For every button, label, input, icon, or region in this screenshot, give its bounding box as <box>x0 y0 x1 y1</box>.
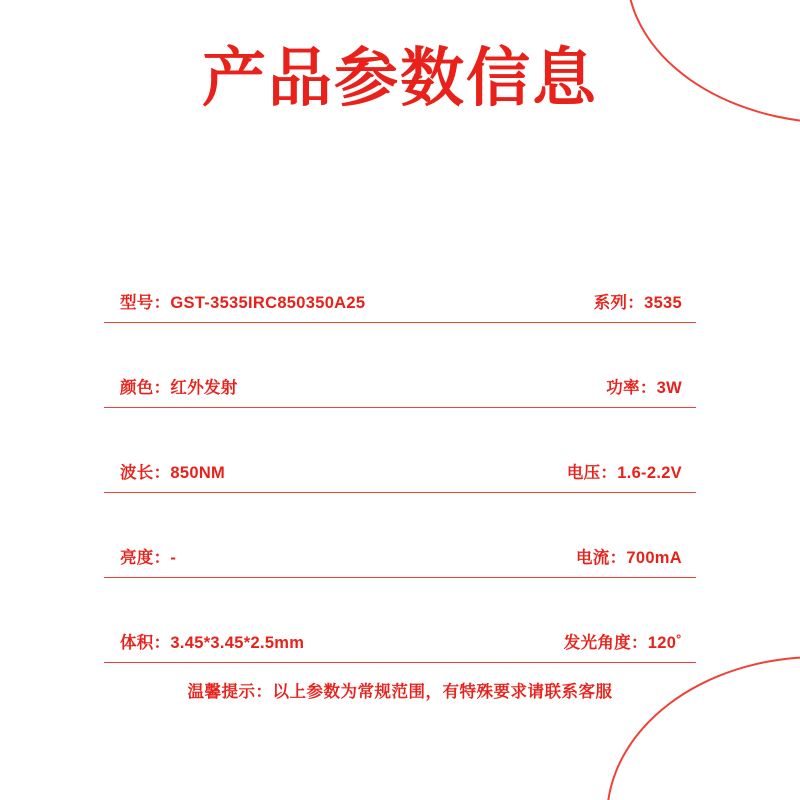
spec-dimensions: 体积：3.45*3.45*2.5mm <box>120 634 305 652</box>
table-row <box>104 408 696 493</box>
tips-note: 温馨提示：以上参数为常规范围，有特殊要求请联系客服 <box>187 683 613 701</box>
spec-beam-angle: 发光角度：120˚ <box>563 634 682 652</box>
spec-model: 型号：GST-3535IRC850350A25 <box>120 294 366 312</box>
spec-brightness: 亮度：- <box>120 549 177 567</box>
spec-current: 电流：700mA <box>575 549 682 567</box>
table-row <box>104 323 696 408</box>
table-row <box>104 238 696 323</box>
spec-voltage: 电压：1.6-2.2V <box>566 464 682 482</box>
spec-table <box>104 238 696 663</box>
table-row <box>104 493 696 578</box>
spec-power: 功率：3W <box>606 379 682 397</box>
spec-series: 系列：3535 <box>593 294 682 312</box>
table-row <box>104 578 696 663</box>
spec-color: 颜色：红外发射 <box>120 379 238 397</box>
page-title: 产品参数信息 <box>202 42 598 116</box>
spec-wavelength: 波长：850NM <box>120 464 226 482</box>
